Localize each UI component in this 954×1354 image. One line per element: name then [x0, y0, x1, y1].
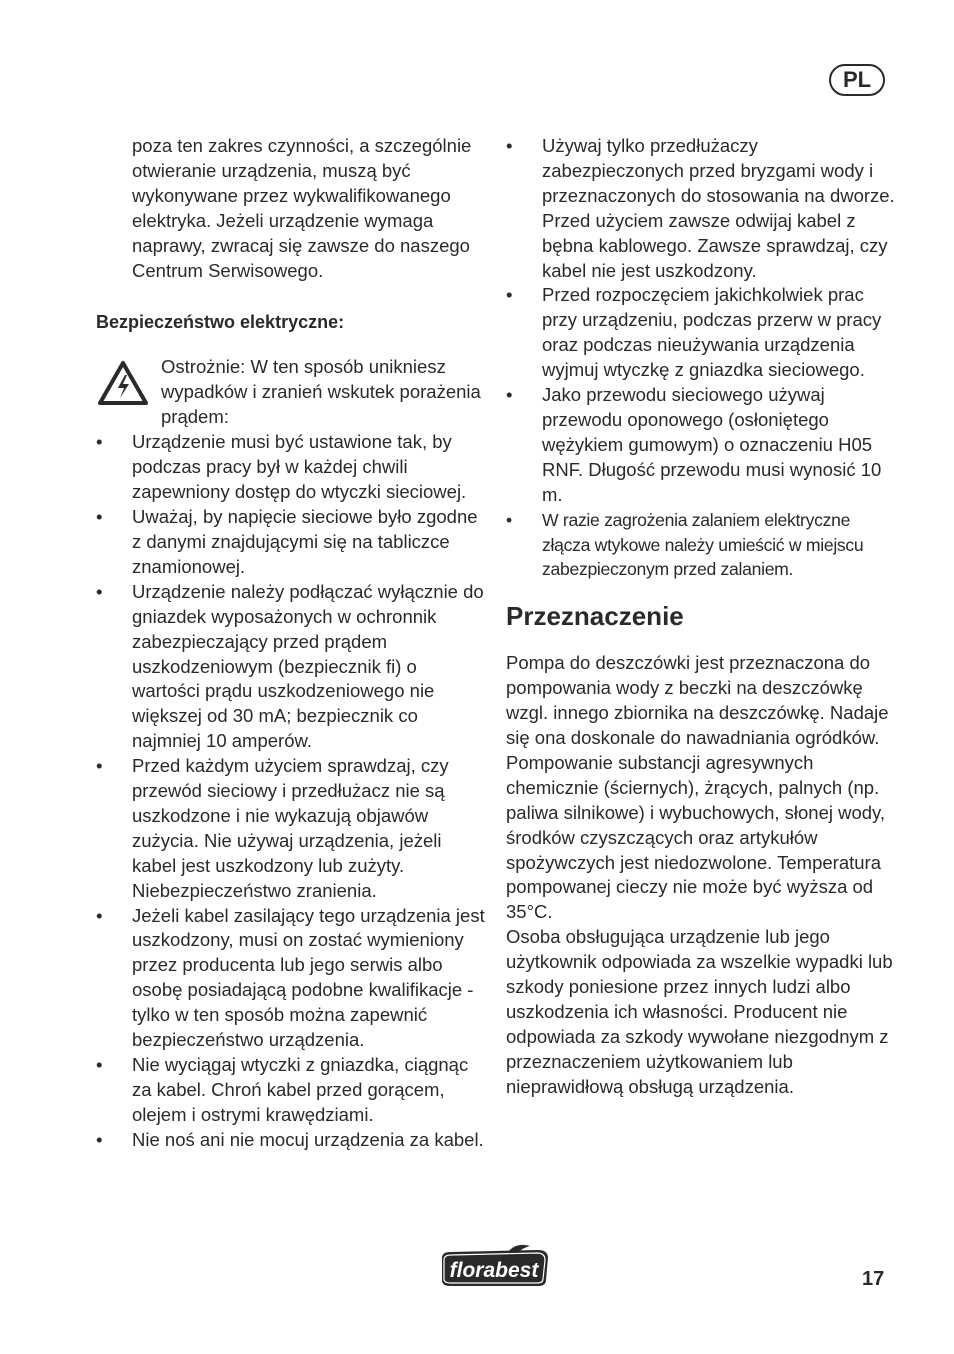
list-item: • Uważaj, by napięcie sieciowe było zgodne z danymi znajdującymi się na tabliczce znamionowej. — [96, 506, 478, 577]
right-column — [506, 134, 896, 1100]
purpose-paragraph: Pompa do deszczówki jest przeznaczona do pompowania wody z beczki na deszczówkę wzgl. innego zbiornika na deszczówkę. Nadaje się ona doskonale do nawadniania ogródków. — [506, 652, 889, 749]
warning-text: Ostrożnie: W ten sposób unikniesz wypadków i zranień wskutek porażenia prądem: — [161, 356, 481, 428]
list-item: • W razie zagrożenia zalaniem elektryczne złącza wtykowe należy umieścić w miejscu zabezpieczonym przed zalaniem. — [506, 509, 864, 580]
electrical-safety-heading: Bezpieczeństwo elektryczne: — [96, 312, 345, 333]
electrical-safety-list — [96, 430, 486, 1152]
list-item: • Urządzenie należy podłączać wyłącznie do gniazdek wyposażonych w ochronnik zabezpieczający przed prądem uszkodzeniowym (bezpiecznik fi) o wartości prądu uszkodzeniowego nie większej od 30 mA; bezpiecznik co najmniej 10 amperów. — [96, 580, 484, 752]
logo-text: florabest — [449, 1259, 539, 1282]
electric-hazard-icon — [97, 360, 149, 406]
language-badge: PL — [829, 64, 885, 96]
intro-paragraph: poza ten zakres czynności, a szczególnie otwieranie urządzenia, muszą być wykonywane przez wykwalifikowanego elektryka. Jeżeli urządzenie wymaga naprawy, zwracaj się zawsze do naszego Centrum Serwisowego. — [132, 135, 472, 281]
list-item: • Nie wyciągaj wtyczki z gniazdka, ciągnąc za kabel. Chroń kabel przed gorącem, olejem i ostrymi krawędziami. — [96, 1054, 469, 1125]
liability-paragraph: Osoba obsługująca urządzenie lub jego użytkownik odpowiada za wszelkie wypadki lub szkody poniesione przez innych ludzi albo uszkodzenia ich własności. Producent nie odpowiada za szkody wywołane niezgodnym z przeznaczeniem użytkowaniem lub nieprawidłową obsługą urządzenia. — [506, 926, 893, 1097]
list-item: • Jeżeli kabel zasilający tego urządzenia jest uszkodzony, musi on zostać wymieniony przez producenta lub jego serwis albo osobę posiadającą podobne kwalifikacje - tylko w ten sposób można zapewnić bezpieczeństwo urządzenia. — [96, 904, 485, 1051]
prohibited-use-paragraph: Pompowanie substancji agresywnych chemicznie (ściernych), żrących, palnych (np. paliwa silnikowe) i wybuchowych, słonej wody, środków czyszczących oraz artykułów spożywczych jest niedozwolone. Temperatura pompowanej cieczy nie może być wyższa od 35°C. — [506, 751, 886, 923]
warning-block — [96, 355, 486, 430]
cable-safety-list — [506, 134, 896, 582]
left-column — [96, 134, 486, 1153]
list-item: • Jako przewodu sieciowego używaj przewodu oponowego (osłoniętego wężykiem gumowym) o oznaczeniu H05 RNF. Długość przewodu musi wynosić 10 m. — [506, 384, 882, 505]
list-item: • Urządzenie musi być ustawione tak, by podczas pracy był w każdej chwili zapewniony dostęp do wtyczki sieciowej. — [96, 431, 467, 503]
list-item: • Przed rozpoczęciem jakichkolwiek prac przy urządzeniu, podczas przerw w pracy oraz podczas nieużywania urządzenia wyjmuj wtyczkę z gniazdka sieciowego. — [506, 284, 882, 381]
list-item: • Przed każdym użyciem sprawdzaj, czy przewód sieciowy i przedłużacz nie są uszkodzone i nie wykazują objawów zużycia. Nie używaj urządzenia, jeżeli kabel jest uszkodzony lub zużyty. Niebezpieczeństwo zranienia. — [96, 755, 449, 901]
purpose-section — [506, 651, 896, 1099]
list-item: • Używaj tylko przedłużaczy zabezpieczonych przed bryzgami wody i przeznaczonych do stosowania na dworze. Przed użyciem zawsze odwijaj kabel z bębna kablowego. Zawsze sprawdzaj, czy kabel nie jest uszkodzony. — [506, 135, 895, 281]
list-item: • Nie noś ani nie mocuj urządzenia za kabel. — [96, 1128, 484, 1150]
purpose-heading: Przeznaczenie — [506, 601, 684, 632]
page-number: 17 — [862, 1268, 885, 1290]
florabest-logo — [438, 1244, 552, 1290]
